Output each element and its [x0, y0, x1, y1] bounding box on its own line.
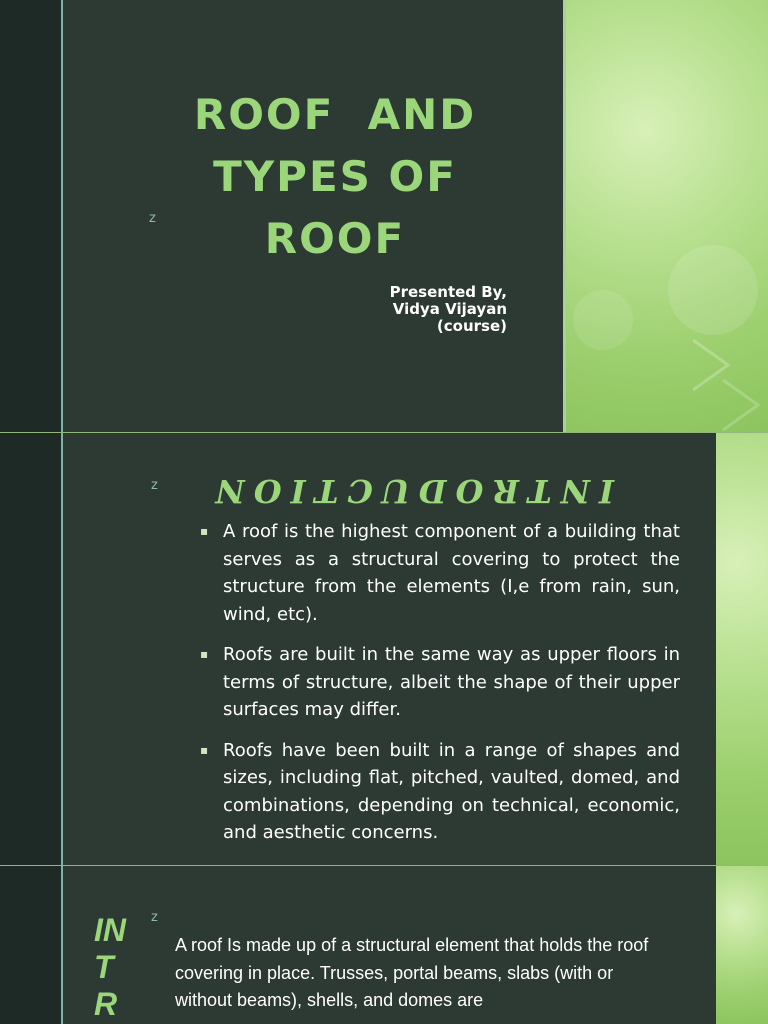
vertical-rule — [61, 433, 63, 865]
bullet-text: A roof is the highest component of a building that serves as a structural covering to protect the structure from the elements (I,e from rain, sun, wind, etc). — [223, 521, 680, 625]
bullet-icon: ▪ — [200, 524, 209, 538]
bullet-text: Roofs have been built in a range of shapes and sizes, including flat, pitched, vaulted, domed, and combinations, depending on technical, economic, and aesthetic concerns. — [223, 739, 680, 843]
heading-line: T — [94, 949, 114, 985]
bullet-icon: ▪ — [200, 647, 209, 661]
vertical-rule — [61, 0, 63, 432]
presenter-line: Vidya Vijayan — [392, 300, 507, 318]
heading-line: IN — [94, 912, 126, 948]
presenter-line: (course) — [436, 317, 507, 335]
heading-line: R — [94, 986, 118, 1022]
left-bar — [0, 0, 61, 432]
introduction-heading — [206, 468, 614, 514]
green-decor-panel — [716, 433, 768, 865]
title-line: ROOF — [264, 214, 406, 263]
list-item — [200, 737, 680, 847]
slide-title — [0, 0, 768, 432]
vertical-rule — [61, 866, 63, 1024]
decor-shapes — [563, 0, 768, 432]
roof-paragraph: A roof Is made up of a structural element that holds the roof covering in place. Trusses, portal beams, slabs (with or without beams), shells, and domes are — [175, 935, 649, 1010]
vertical-heading — [94, 912, 154, 1023]
title-line: ROOF AND — [193, 90, 477, 139]
left-bar — [0, 433, 61, 865]
list-item — [200, 518, 680, 628]
z-mark: z — [151, 910, 158, 925]
presenter-info — [300, 284, 507, 335]
intro-bullet-list — [200, 518, 680, 860]
bullet-text: Roofs are built in the same way as upper floors in terms of structure, albeit the shape of their upper surfaces may differ. — [223, 644, 680, 720]
bullet-icon: ▪ — [200, 742, 209, 757]
presenter-line: Presented By, — [389, 283, 507, 301]
z-mark: z — [149, 211, 156, 226]
slide-title-heading — [175, 84, 495, 270]
left-bar — [0, 866, 61, 1024]
green-decor-panel — [716, 866, 768, 1024]
heading-text: INTRODUCTION — [206, 472, 614, 510]
green-decor-panel — [563, 0, 768, 432]
title-line: TYPES OF — [213, 152, 457, 201]
z-mark: z — [151, 478, 158, 493]
list-item — [200, 641, 680, 724]
